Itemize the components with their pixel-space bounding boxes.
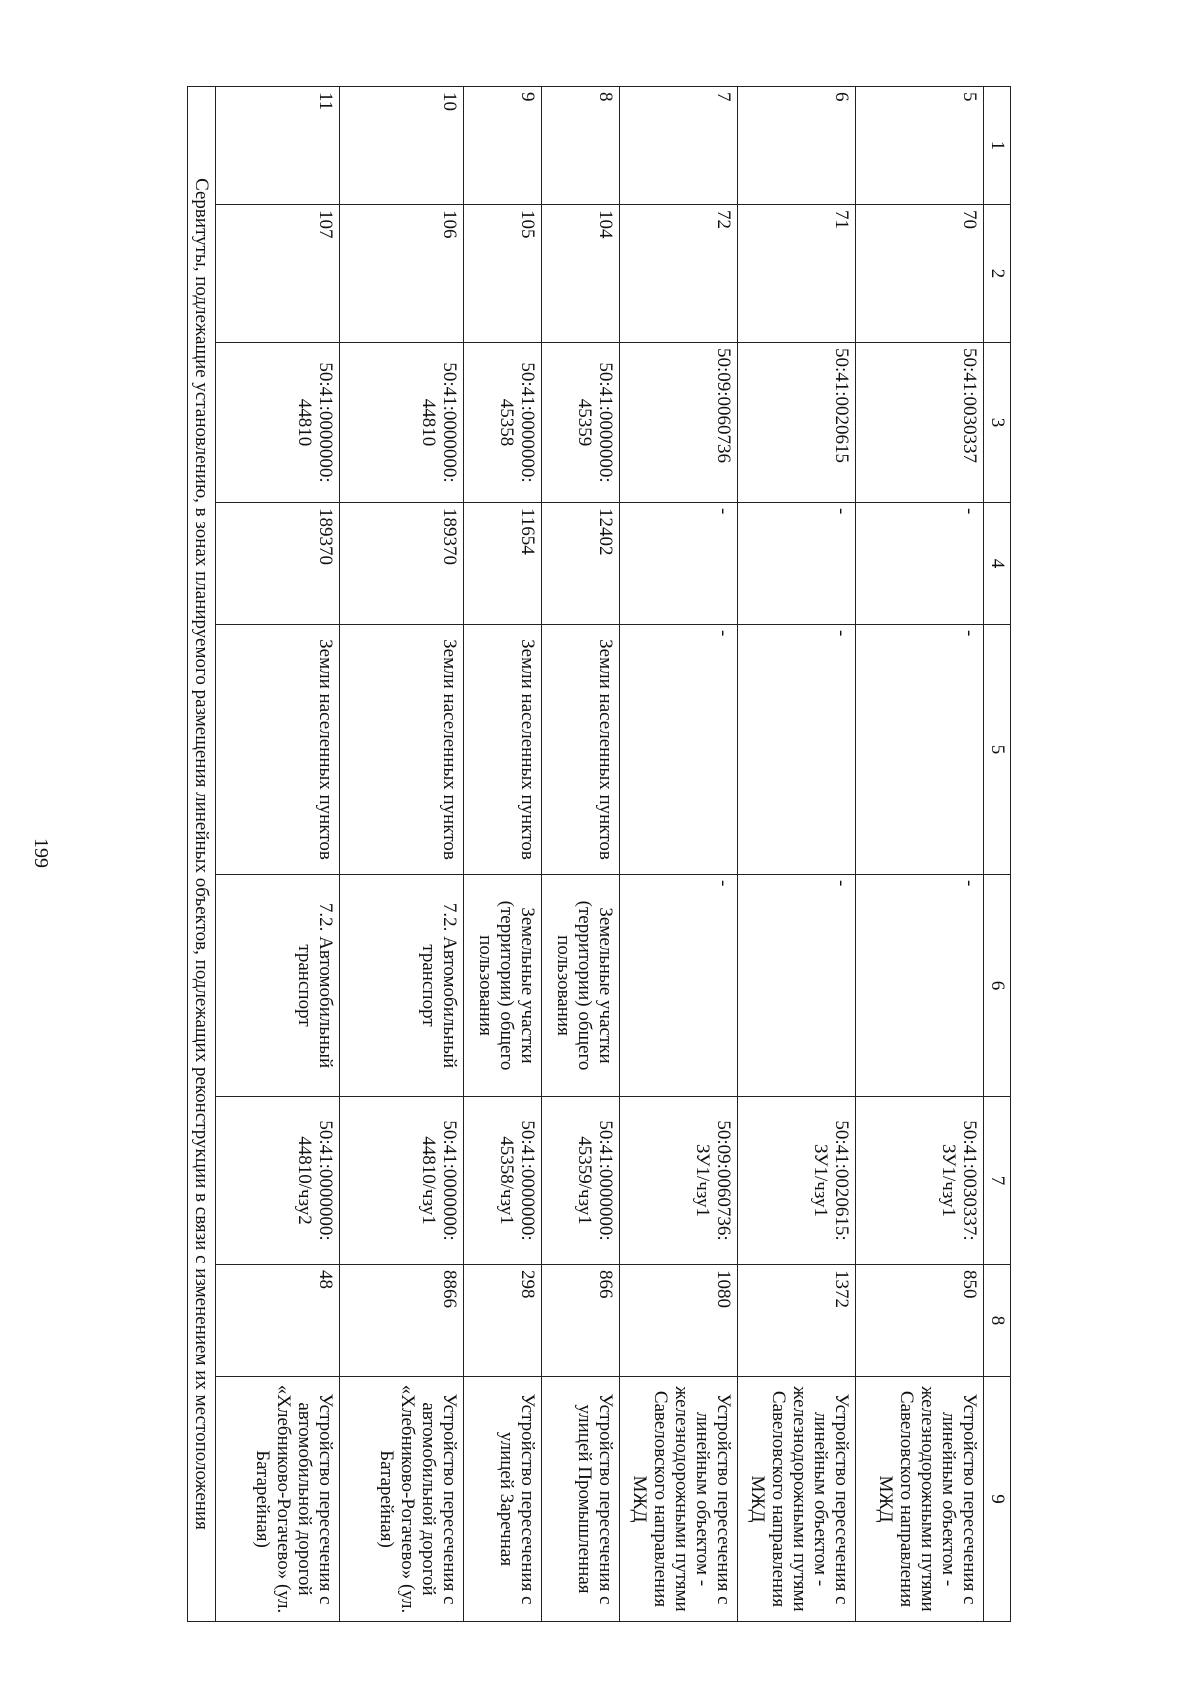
cell-part-id: 50:41:0000000: 44810/чзу1 [340,1097,464,1265]
cell-permitted-use: Земельные участки (территории) общего пользования [542,875,620,1097]
cell-ref: 71 [738,205,856,343]
table-row [542,87,620,1622]
header-col-1: 1 [984,87,1011,205]
cell-part-area: 8866 [340,1265,464,1377]
cell-num: 11 [216,87,340,205]
cell-purpose: Устройство пересечения с линейным объектом - железнодорожными путями Савеловского направления МЖД [620,1377,738,1622]
cell-num: 10 [340,87,464,205]
cell-part-area: 1372 [738,1265,856,1377]
cell-area: 12402 [542,503,620,625]
header-row [984,87,1011,1622]
cell-land-category: - [856,625,984,875]
page-number: 199 [30,838,52,868]
header-col-5: 5 [984,625,1011,875]
cell-purpose: Устройство пересечения с автомобильной дорогой «Хлебниково-Рогачево» (ул. Батарейная) [340,1377,464,1622]
header-col-8: 8 [984,1265,1011,1377]
cell-ref: 104 [542,205,620,343]
table-row [340,87,464,1622]
cell-num: 9 [464,87,542,205]
cell-num: 8 [542,87,620,205]
cell-purpose: Устройство пересечения с улицей Заречная [464,1377,542,1622]
section-heading-row [188,87,216,1622]
cell-part-area: 48 [216,1265,340,1377]
cell-part-id: 50:41:0000000: 45358/чзу1 [464,1097,542,1265]
cell-land-category: - [620,625,738,875]
cell-purpose: Устройство пересечения с линейным объектом - железнодорожными путями Савеловского направления МЖД [856,1377,984,1622]
cell-num: 5 [856,87,984,205]
cell-permitted-use: - [620,875,738,1097]
cell-part-id: 50:41:0000000: 45359/чзу1 [542,1097,620,1265]
cell-num: 7 [620,87,738,205]
cell-cadastral: 50:41:0000000: 44810 [340,343,464,503]
table-row [620,87,738,1622]
cell-ref: 107 [216,205,340,343]
cell-land-category: Земли населенных пунктов [464,625,542,875]
table-row [464,87,542,1622]
cell-num: 6 [738,87,856,205]
header-col-7: 7 [984,1097,1011,1265]
cell-ref: 105 [464,205,542,343]
header-col-2: 2 [984,205,1011,343]
cell-part-id: 50:41:0030337: ЗУ1/чзу1 [856,1097,984,1265]
cell-purpose: Устройство пересечения с улицей Промышленная [542,1377,620,1622]
cell-permitted-use: Земельные участки (территории) общего пользования [464,875,542,1097]
cell-ref: 70 [856,205,984,343]
header-col-9: 9 [984,1377,1011,1622]
section-heading: Сервитуты, подлежащие установлению, в зонах планируемого размещения линейных объектов, подлежащих реконструкции в связи с изменением их местоположения [188,87,216,1622]
cell-area: 189370 [340,503,464,625]
cell-area: 189370 [216,503,340,625]
cell-land-category: Земли населенных пунктов [340,625,464,875]
header-col-3: 3 [984,343,1011,503]
cell-cadastral: 50:41:0030337 [856,343,984,503]
cell-part-area: 850 [856,1265,984,1377]
cell-purpose: Устройство пересечения с автомобильной дорогой «Хлебниково-Рогачево» (ул. Батарейная) [216,1377,340,1622]
cell-area: - [620,503,738,625]
cell-land-category: Земли населенных пунктов [542,625,620,875]
cell-cadastral: 50:41:0000000: 45358 [464,343,542,503]
cell-part-id: 50:41:0020615: ЗУ1/чзу1 [738,1097,856,1265]
cell-permitted-use: - [738,875,856,1097]
header-col-6: 6 [984,875,1011,1097]
cell-part-id: 50:41:0000000: 44810/чзу2 [216,1097,340,1265]
cell-part-area: 1080 [620,1265,738,1377]
table-row [856,87,984,1622]
cell-land-category: Земли населенных пунктов [216,625,340,875]
cell-land-category: - [738,625,856,875]
header-col-4: 4 [984,503,1011,625]
cell-permitted-use: 7.2. Автомобильный транспорт [216,875,340,1097]
rotated-table-container [138,86,1011,1621]
cell-part-id: 50:09:0060736: ЗУ1/чзу1 [620,1097,738,1265]
cell-cadastral: 50:41:0000000: 45359 [542,343,620,503]
cell-area: 11654 [464,503,542,625]
cell-permitted-use: - [856,875,984,1097]
cell-cadastral: 50:09:0060736 [620,343,738,503]
cell-ref: 72 [620,205,738,343]
cell-area: - [738,503,856,625]
servitude-table [187,86,1011,1622]
table-row [216,87,340,1622]
cell-cadastral: 50:41:0020615 [738,343,856,503]
table-row [738,87,856,1622]
cell-part-area: 866 [542,1265,620,1377]
cell-purpose: Устройство пересечения с линейным объектом - железнодорожными путями Савеловского направления МЖД [738,1377,856,1622]
cell-part-area: 298 [464,1265,542,1377]
cell-permitted-use: 7.2. Автомобильный транспорт [340,875,464,1097]
cell-cadastral: 50:41:0000000: 44810 [216,343,340,503]
cell-area: - [856,503,984,625]
cell-ref: 106 [340,205,464,343]
